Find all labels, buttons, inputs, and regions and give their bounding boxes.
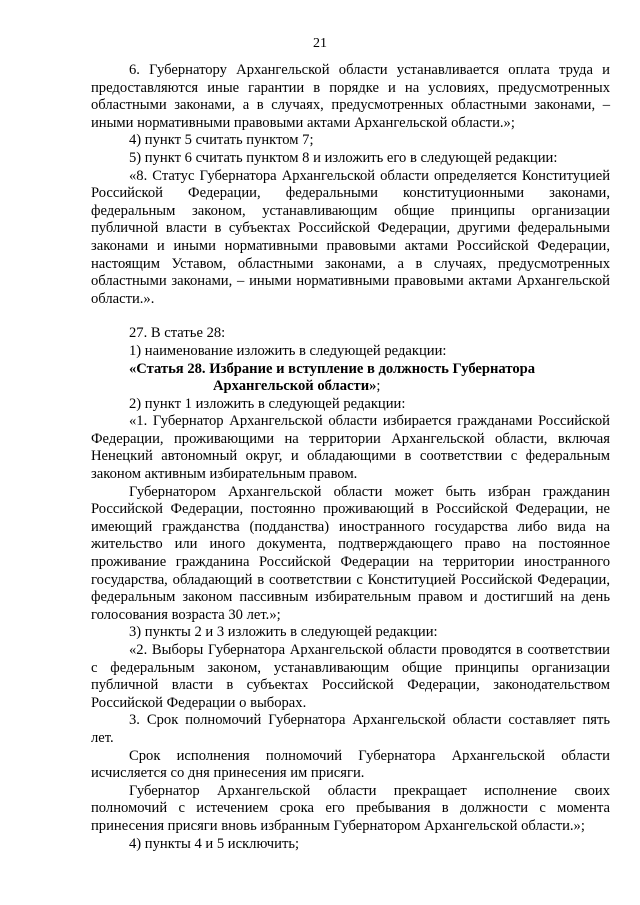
document-body xyxy=(91,62,610,853)
paragraph: 3. Срок полномочий Губернатора Архангельской области составляет пять лет. xyxy=(91,712,610,746)
paragraph: 4) пункт 5 считать пунктом 7; xyxy=(129,132,314,149)
article-title-line1: «Статья 28. Избрание и вступление в должность Губернатора xyxy=(129,360,536,377)
paragraph-gap xyxy=(91,308,610,325)
page-number: 21 xyxy=(313,36,327,51)
paragraph: 3) пункты 2 и 3 изложить в следующей редакции: xyxy=(129,624,438,641)
paragraph: «8. Статус Губернатора Архангельской области определяется Конституцией Российской Федерации, федеральными конституционными законами, федеральным законом, устанавливающим общие принципы организации публичной власти в субъектах Российской Федерации, другими федеральными законами и иными нормативными правовыми актами Российской Федерации, настоящим Уставом, областными законами, а в случаях, предусмотренных областными законами, – иными нормативными правовыми актами Архангельской области.». xyxy=(91,167,610,307)
paragraph: 1) наименование изложить в следующей редакции: xyxy=(129,342,447,359)
paragraph: 2) пункт 1 изложить в следующей редакции: xyxy=(129,395,406,412)
paragraph: 5) пункт 6 считать пунктом 8 и изложить его в следующей редакции: xyxy=(129,149,558,166)
paragraph: «2. Выборы Губернатора Архангельской области проводятся в соответствии с федеральным законом, устанавливающим общие принципы организации публичной власти в субъектах Российской Федерации, законодательством Российской Федерации о выборах. xyxy=(91,642,610,711)
paragraph: Губернатором Архангельской области может быть избран гражданин Российской Федерации, постоянно проживающий в Российской Федерации, не имеющий гражданства (подданства) иностранного государства либо вида на жительство или иного документа, подтверждающего право на постоянное проживание гражданина Российской Федерации на территории иностранного государства, обладающий в соответствии с Конституцией Российской Федерации, федеральным законом пассивным избирательным правом и достигший на день голосования возраста 30 лет.»; xyxy=(91,483,610,623)
paragraph: 6. Губернатору Архангельской области устанавливается оплата труда и предоставляются иные гарантии в порядке и на условиях, предусмотренных областными законами, а в случаях, предусмотренных областными законами, – иными нормативными правовыми актами Архангельской области.»; xyxy=(91,62,610,131)
article-title-suffix: ; xyxy=(376,378,381,395)
paragraph: 4) пункты 4 и 5 исключить; xyxy=(129,835,300,852)
article-title-name: Архангельской области» xyxy=(213,378,377,395)
section-heading: 27. В статье 28: xyxy=(129,325,226,342)
article-title-line2 xyxy=(91,378,610,396)
paragraph: «1. Губернатор Архангельской области избирается гражданами Российской Федерации, проживающими на территории Архангельской области, включая Ненецкий автономный округ, и обладающими в соответствии с федеральным законом активным избирательным правом. xyxy=(91,413,610,483)
paragraph: Срок исполнения полномочий Губернатора Архангельской области исчисляется со дня принесения им присяги. xyxy=(91,747,610,782)
paragraph: Губернатор Архангельской области прекращает исполнение своих полномочий с истечением срока его пребывания в должности с момента принесения присяги вновь избранным Губернатором Архангельской области.»; xyxy=(91,782,610,834)
